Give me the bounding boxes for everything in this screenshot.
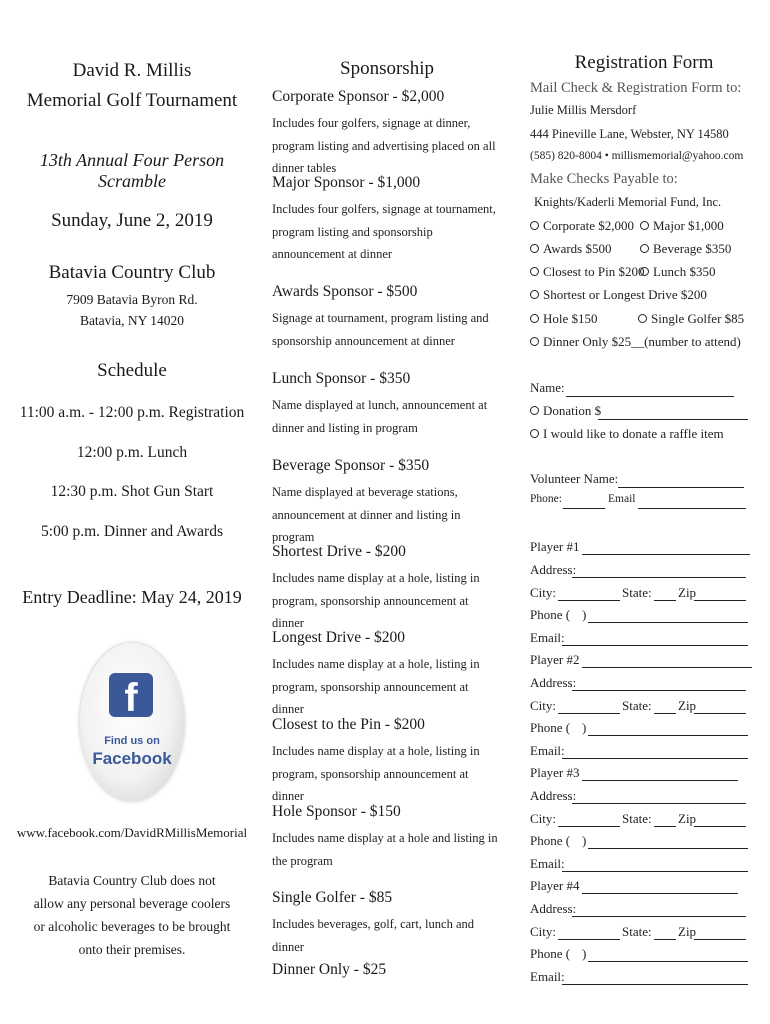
radio-circle-icon bbox=[530, 221, 539, 230]
phone-label: Phone ( bbox=[530, 946, 571, 961]
option-label: Shortest or Longest Drive $200 bbox=[543, 287, 707, 302]
phone-label: Phone ( bbox=[530, 720, 571, 735]
address-label: Address: bbox=[530, 788, 577, 803]
volunteer-phone-field[interactable] bbox=[563, 508, 605, 509]
phone-paren-close: ) bbox=[582, 946, 587, 961]
mail-to-label: Mail Check & Registration Form to: bbox=[530, 80, 742, 96]
player-state-field[interactable] bbox=[654, 939, 676, 940]
option-corporate[interactable] bbox=[530, 218, 634, 234]
sponsor-desc: Name displayed at beverage stations, announcement at dinner and listing in program bbox=[272, 485, 461, 544]
radio-circle-icon bbox=[530, 337, 539, 346]
sponsor-desc: Includes beverages, golf, cart, lunch and dinner bbox=[272, 917, 475, 954]
state-label: State: bbox=[622, 698, 652, 713]
option-donation[interactable] bbox=[530, 403, 601, 419]
sponsor-desc: Includes four golfers, signage at dinner, program listing and advertising placed on all dinner tables bbox=[272, 116, 496, 175]
schedule-item: 5:00 p.m. Dinner and Awards bbox=[41, 523, 223, 540]
venue-name: Batavia Country Club bbox=[48, 262, 216, 283]
player-city-field[interactable] bbox=[558, 939, 620, 940]
player-phone-field[interactable] bbox=[588, 848, 748, 849]
facebook-badge-line1: Find us on bbox=[104, 735, 160, 747]
sponsor-name: Corporate Sponsor - $2,000 bbox=[272, 88, 445, 105]
option-label: Closest to Pin $200 bbox=[543, 264, 645, 279]
venue-address-line2: Batavia, NY 14020 bbox=[79, 313, 185, 328]
zip-label: Zip bbox=[678, 698, 697, 713]
volunteer-label: Volunteer Name: bbox=[530, 471, 619, 486]
radio-circle-icon bbox=[530, 429, 539, 438]
schedule-item: 12:00 p.m. Lunch bbox=[76, 444, 188, 461]
address-label: Address: bbox=[530, 562, 577, 577]
email-label: Email: bbox=[530, 969, 565, 984]
option-label: Beverage $350 bbox=[653, 241, 732, 256]
city-label: City: bbox=[530, 924, 557, 939]
player-phone-field[interactable] bbox=[588, 961, 748, 962]
player-address-field[interactable] bbox=[572, 577, 746, 578]
mail-to-address: 444 Pineville Lane, Webster, NY 14580 bbox=[530, 127, 729, 141]
facebook-url[interactable]: www.facebook.com/DavidRMillisMemorial bbox=[16, 825, 248, 840]
player-state-field[interactable] bbox=[654, 713, 676, 714]
option-closest[interactable] bbox=[530, 264, 645, 280]
sponsor-desc: Includes name display at a hole, listing in program, sponsorship announcement at dinner bbox=[272, 744, 480, 803]
player-state-field[interactable] bbox=[654, 600, 676, 601]
option-major[interactable] bbox=[640, 218, 724, 234]
player-zip-field[interactable] bbox=[694, 713, 746, 714]
player-city-field[interactable] bbox=[558, 826, 620, 827]
name-label: Name: bbox=[530, 380, 565, 395]
option-shortest-longest[interactable] bbox=[530, 287, 707, 303]
option-hole[interactable] bbox=[530, 311, 598, 327]
email-label: Email: bbox=[530, 856, 565, 871]
sponsor-name: Shortest Drive - $200 bbox=[272, 543, 406, 560]
cooler-notice bbox=[12, 869, 252, 961]
entry-deadline: Entry Deadline: May 24, 2019 bbox=[22, 587, 242, 607]
sponsor-name: Lunch Sponsor - $350 bbox=[272, 370, 411, 387]
player-email-field[interactable] bbox=[562, 984, 748, 985]
zip-label: Zip bbox=[678, 585, 697, 600]
mail-to-name: Julie Millis Mersdorf bbox=[530, 103, 637, 117]
volunteer-name-field[interactable] bbox=[618, 487, 744, 488]
sponsor-name: Hole Sponsor - $150 bbox=[272, 803, 401, 820]
sponsor-desc: Name displayed at lunch, announcement at dinner and listing in program bbox=[272, 398, 488, 435]
facebook-badge-line2: Facebook bbox=[92, 749, 172, 768]
address-label: Address: bbox=[530, 675, 577, 690]
registration-title: Registration Form bbox=[574, 52, 714, 73]
state-label: State: bbox=[622, 924, 652, 939]
volunteer-phone-label: Phone: bbox=[530, 493, 562, 505]
sponsorship-title: Sponsorship bbox=[340, 58, 434, 79]
event-title-line2: Memorial Golf Tournament bbox=[26, 90, 238, 111]
player-address-field[interactable] bbox=[572, 803, 746, 804]
sponsor-name: Single Golfer - $85 bbox=[272, 889, 393, 906]
sponsor-name: Longest Drive - $200 bbox=[272, 629, 406, 646]
facebook-badge[interactable] bbox=[80, 643, 184, 801]
player-name-field[interactable] bbox=[582, 780, 738, 781]
phone-label: Phone ( bbox=[530, 833, 571, 848]
state-label: State: bbox=[622, 811, 652, 826]
venue-address-line1: 7909 Batavia Byron Rd. bbox=[66, 292, 198, 307]
donation-amount-field[interactable] bbox=[598, 419, 748, 420]
player-phone-field[interactable] bbox=[588, 735, 748, 736]
mail-to-contact: (585) 820-8004 • millismemorial@yahoo.com bbox=[530, 150, 744, 162]
option-single-golfer[interactable] bbox=[638, 311, 744, 327]
player-email-field[interactable] bbox=[562, 645, 748, 646]
radio-circle-icon bbox=[530, 314, 539, 323]
option-label: Hole $150 bbox=[543, 311, 598, 326]
schedule-item: 11:00 a.m. - 12:00 p.m. Registration bbox=[19, 404, 245, 421]
zip-label: Zip bbox=[678, 811, 697, 826]
player-city-field[interactable] bbox=[558, 713, 620, 714]
option-label: Corporate $2,000 bbox=[543, 218, 634, 233]
sponsor-name: Beverage Sponsor - $350 bbox=[272, 457, 430, 474]
sponsor-desc: Includes name display at a hole, listing in program, sponsorship announcement at dinner bbox=[272, 571, 480, 630]
event-date: Sunday, June 2, 2019 bbox=[51, 210, 213, 231]
state-label: State: bbox=[622, 585, 652, 600]
player-zip-field[interactable] bbox=[694, 600, 746, 601]
name-field[interactable] bbox=[566, 396, 734, 397]
option-dinner-only[interactable] bbox=[530, 334, 741, 350]
event-subtitle: 13th Annual Four Person Scramble bbox=[39, 150, 225, 191]
radio-circle-icon bbox=[640, 221, 649, 230]
player-name-field[interactable] bbox=[582, 893, 738, 894]
player-label: Player #1 bbox=[530, 539, 580, 554]
event-title bbox=[12, 56, 252, 116]
player-zip-field[interactable] bbox=[694, 939, 746, 940]
player-state-field[interactable] bbox=[654, 826, 676, 827]
radio-circle-icon bbox=[530, 406, 539, 415]
volunteer-email-field[interactable] bbox=[638, 508, 746, 509]
radio-circle-icon bbox=[530, 244, 539, 253]
sponsor-desc: Includes name display at a hole, listing in program, sponsorship announcement at dinner bbox=[272, 657, 480, 716]
donation-label: Donation $ bbox=[543, 403, 602, 418]
player-email-field[interactable] bbox=[562, 758, 748, 759]
radio-circle-icon bbox=[530, 290, 539, 299]
address-label: Address: bbox=[530, 901, 577, 916]
option-raffle[interactable] bbox=[530, 426, 724, 442]
zip-label: Zip bbox=[678, 924, 697, 939]
option-label: Major $1,000 bbox=[653, 218, 724, 233]
phone-label: Phone ( bbox=[530, 607, 571, 622]
player-zip-field[interactable] bbox=[694, 826, 746, 827]
player-phone-field[interactable] bbox=[588, 622, 748, 623]
facebook-icon: f bbox=[109, 673, 153, 717]
phone-paren-close: ) bbox=[582, 720, 587, 735]
option-beverage[interactable] bbox=[640, 241, 731, 257]
cooler-notice-line: allow any personal beverage coolers bbox=[33, 896, 231, 911]
city-label: City: bbox=[530, 585, 557, 600]
cooler-notice-line: Batavia Country Club does not bbox=[48, 873, 216, 888]
player-address-field[interactable] bbox=[572, 916, 746, 917]
schedule-title: Schedule bbox=[97, 360, 167, 381]
cooler-notice-line: onto their premises. bbox=[78, 942, 186, 957]
sponsor-name: Awards Sponsor - $500 bbox=[272, 283, 418, 300]
player-name-field[interactable] bbox=[582, 554, 750, 555]
option-label: Single Golfer $85 bbox=[651, 311, 745, 326]
sponsor-name: Closest to the Pin - $200 bbox=[272, 716, 425, 733]
radio-circle-icon bbox=[640, 267, 649, 276]
radio-circle-icon bbox=[530, 267, 539, 276]
city-label: City: bbox=[530, 811, 557, 826]
payable-label: Make Checks Payable to: bbox=[530, 171, 678, 187]
email-label: Email: bbox=[530, 743, 565, 758]
option-awards[interactable] bbox=[530, 241, 612, 257]
volunteer-email-label: Email bbox=[608, 493, 636, 505]
option-lunch[interactable] bbox=[640, 264, 715, 280]
schedule-item: 12:30 p.m. Shot Gun Start bbox=[50, 483, 214, 500]
sponsor-name: Major Sponsor - $1,000 bbox=[272, 174, 421, 191]
radio-circle-icon bbox=[638, 314, 647, 323]
sponsor-desc: Signage at tournament, program listing and sponsorship announcement at dinner bbox=[272, 311, 489, 348]
player-name-field[interactable] bbox=[582, 667, 752, 668]
player-label: Player #4 bbox=[530, 878, 580, 893]
player-label: Player #2 bbox=[530, 652, 580, 667]
phone-paren-close: ) bbox=[582, 833, 587, 848]
event-title-line1: David R. Millis bbox=[72, 60, 192, 81]
radio-circle-icon bbox=[640, 244, 649, 253]
option-label: Lunch $350 bbox=[653, 264, 716, 279]
player-address-field[interactable] bbox=[572, 690, 746, 691]
sponsor-desc: Includes name display at a hole and listing in the program bbox=[272, 831, 498, 868]
payable-to: Knights/Kaderli Memorial Fund, Inc. bbox=[534, 195, 722, 209]
sponsor-name: Dinner Only - $25 bbox=[272, 961, 387, 978]
sponsor-desc: Includes four golfers, signage at tournament, program listing and sponsorship announcement at dinner bbox=[272, 202, 496, 261]
player-email-field[interactable] bbox=[562, 871, 748, 872]
venue-address bbox=[12, 289, 252, 331]
city-label: City: bbox=[530, 698, 557, 713]
option-label: Awards $500 bbox=[543, 241, 612, 256]
player-label: Player #3 bbox=[530, 765, 580, 780]
raffle-label: I would like to donate a raffle item bbox=[543, 426, 724, 441]
cooler-notice-line: or alcoholic beverages to be brought bbox=[33, 919, 231, 934]
option-label: Dinner Only $25__(number to attend) bbox=[543, 334, 741, 349]
phone-paren-close: ) bbox=[582, 607, 587, 622]
player-city-field[interactable] bbox=[558, 600, 620, 601]
email-label: Email: bbox=[530, 630, 565, 645]
